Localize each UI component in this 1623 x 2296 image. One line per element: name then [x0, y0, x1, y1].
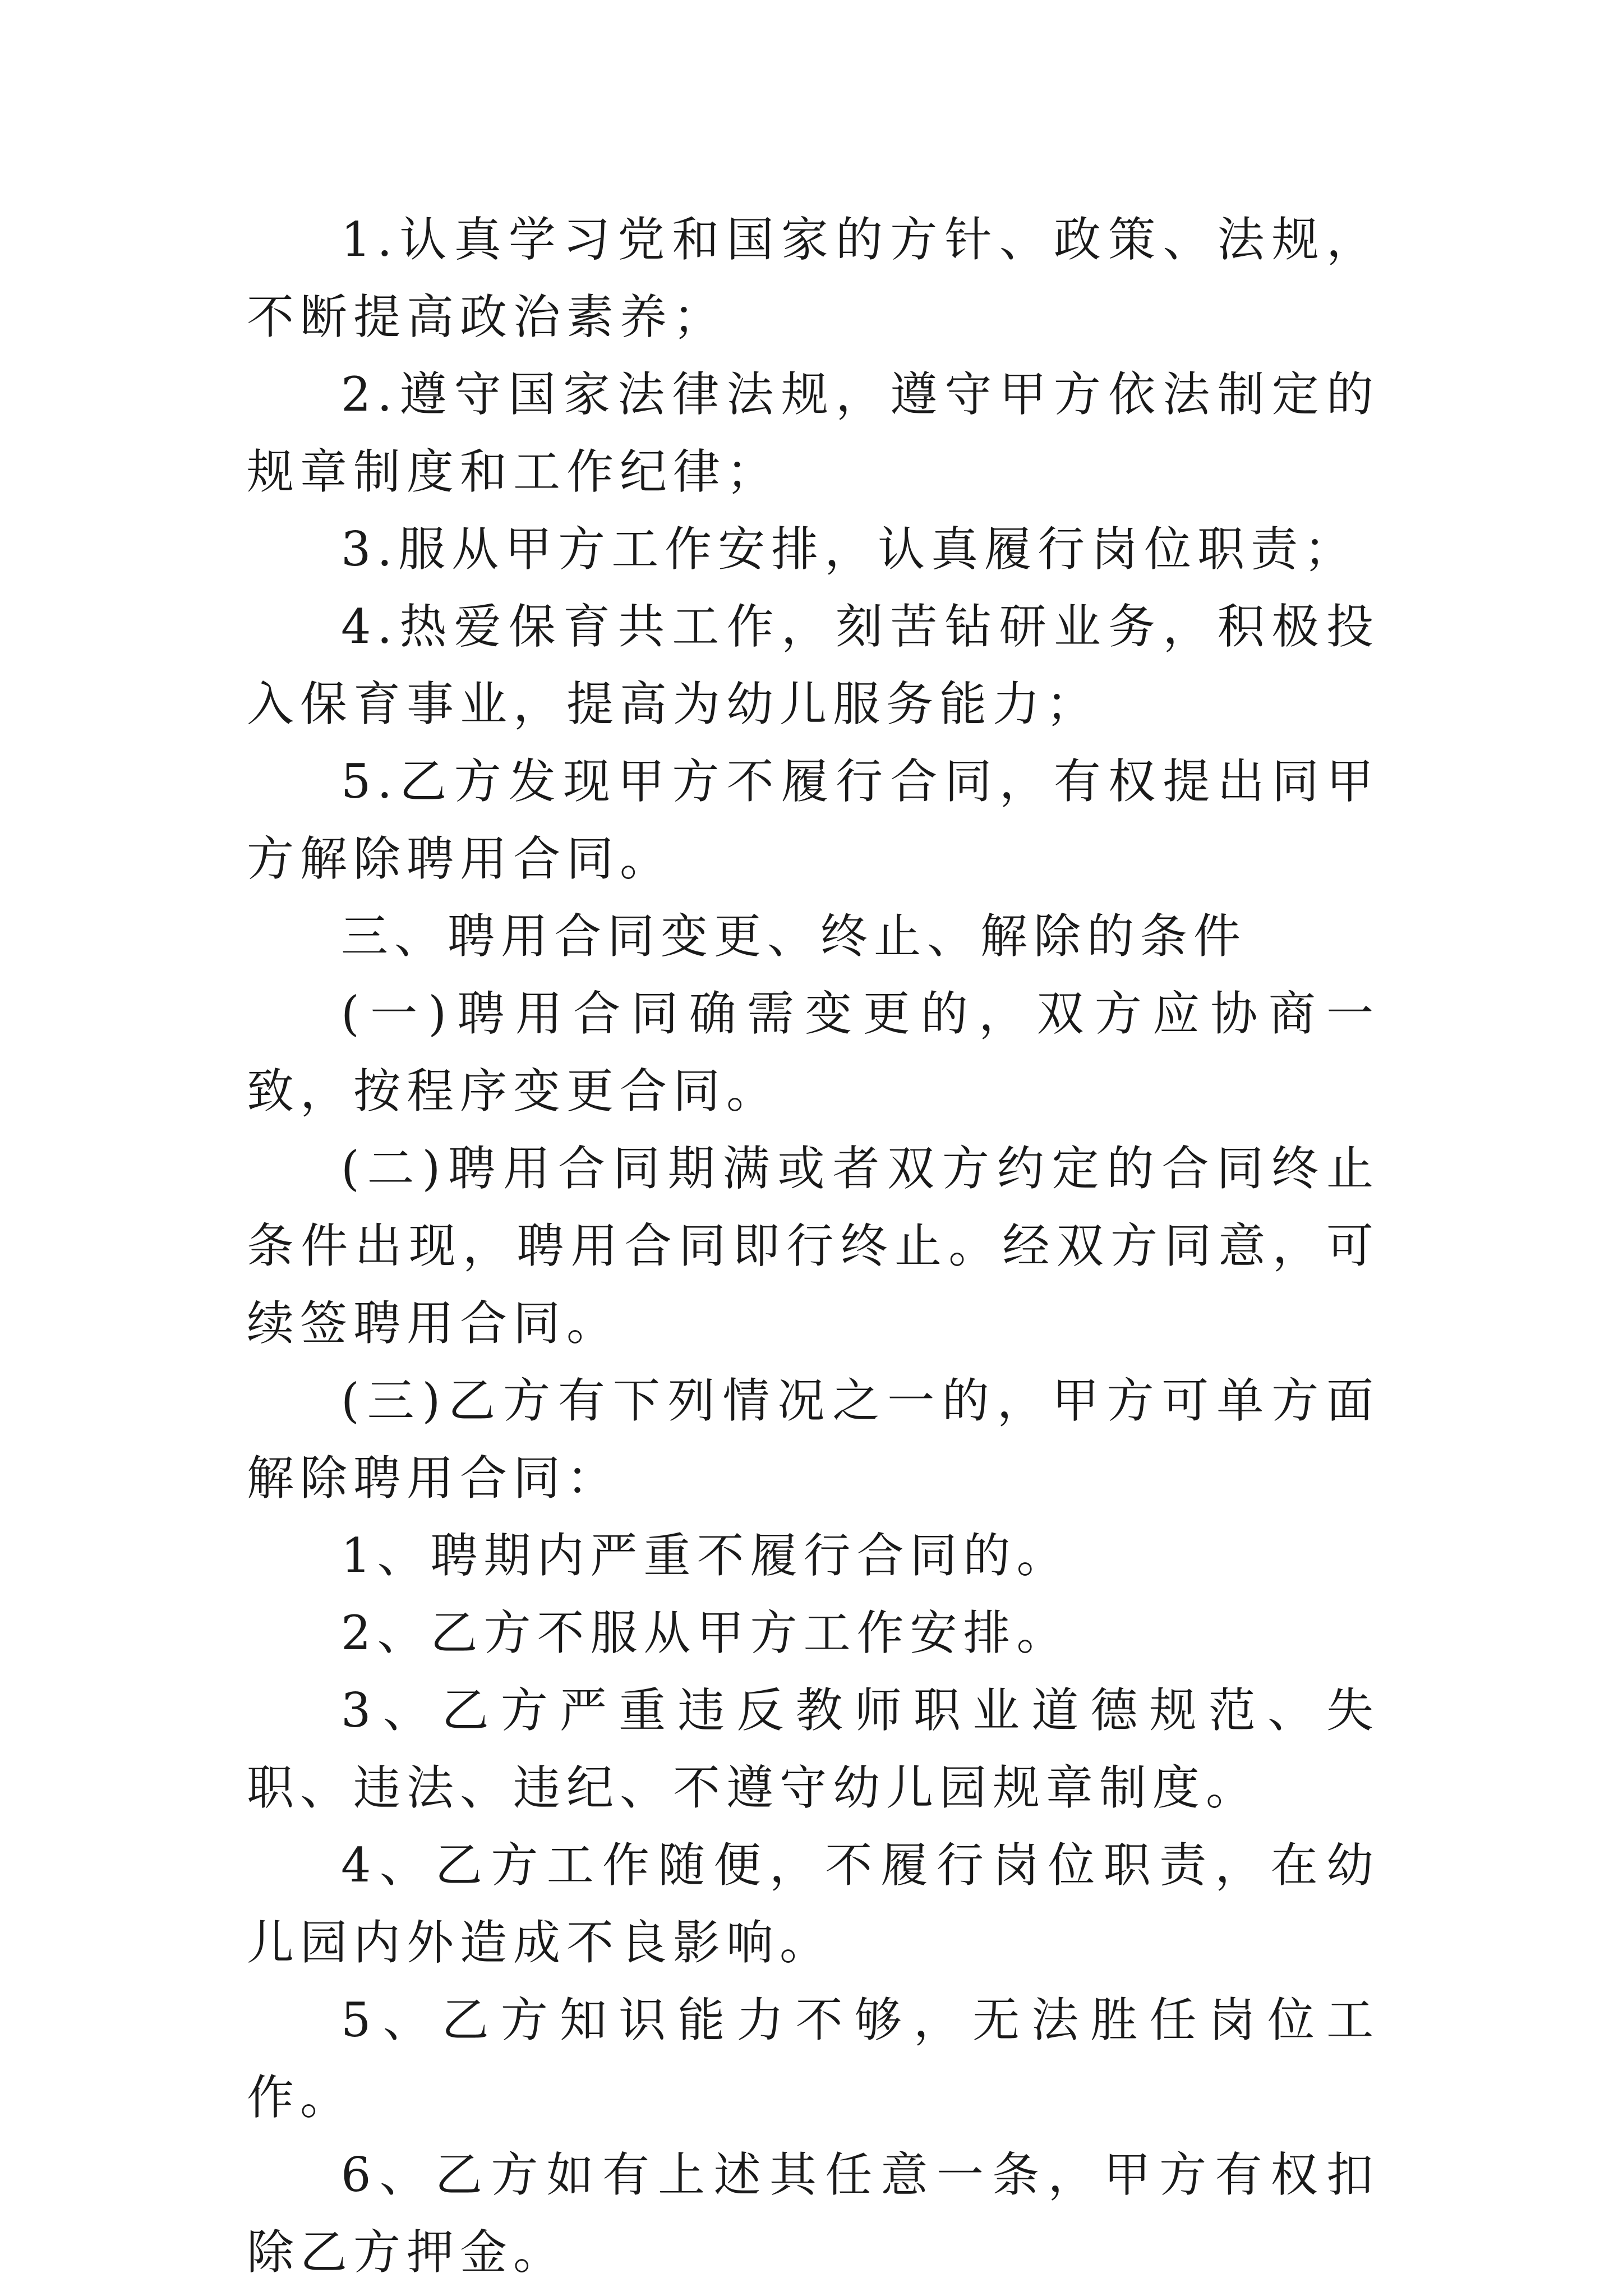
list-item-negligence: 4、乙方工作随便，不履行岗位职责，在幼儿园内外造成不良影响。	[247, 1838, 1380, 1970]
paragraph-love-childcare: 4.热爱保育共工作，刻苦钻研业务，积极投入保育事业，提高为幼儿服务能力；	[247, 599, 1380, 731]
paragraph-contract-change: (一)聘用合同确需变更的，双方应协商一致，按程序变更合同。	[247, 986, 1380, 1119]
list-item-deposit-deduction: 6、乙方如有上述其任意一条，甲方有权扣除乙方押金。	[247, 2147, 1380, 2280]
paragraph-contract-expiry: (二)聘用合同期满或者双方约定的合同终止条件出现，聘用合同即行终止。经双方同意，可续签聘用合同。	[247, 1141, 1380, 1351]
list-item-incompetence: 5、乙方知识能力不够，无法胜任岗位工作。	[247, 1993, 1380, 2125]
document-body	[247, 201, 1380, 2291]
paragraph-right-to-terminate: 5.乙方发现甲方不履行合同，有权提出同甲方解除聘用合同。	[247, 754, 1380, 886]
paragraph-follow-arrangements: 3.服从甲方工作安排，认真履行岗位职责；	[341, 522, 1358, 577]
paragraph-unilateral-termination: (三)乙方有下列情况之一的，甲方可单方面解除聘用合同：	[247, 1373, 1380, 1506]
list-item-breach: 1、聘期内严重不履行合同的。	[341, 1528, 1070, 1583]
paragraph-study-policies: 1.认真学习党和国家的方针、政策、法规，不断提高政治素养；	[247, 212, 1380, 344]
paragraph-obey-laws: 2.遵守国家法律法规，遵守甲方依法制定的规章制度和工作纪律；	[247, 367, 1380, 499]
list-item-misconduct: 3、乙方严重违反教师职业道德规范、失职、违法、违纪、不遵守幼儿园规章制度。	[247, 1683, 1380, 1815]
section-heading-contract-conditions: 三、聘用合同变更、终止、解除的条件	[341, 909, 1247, 964]
list-item-disobey: 2、乙方不服从甲方工作安排。	[341, 1605, 1070, 1660]
